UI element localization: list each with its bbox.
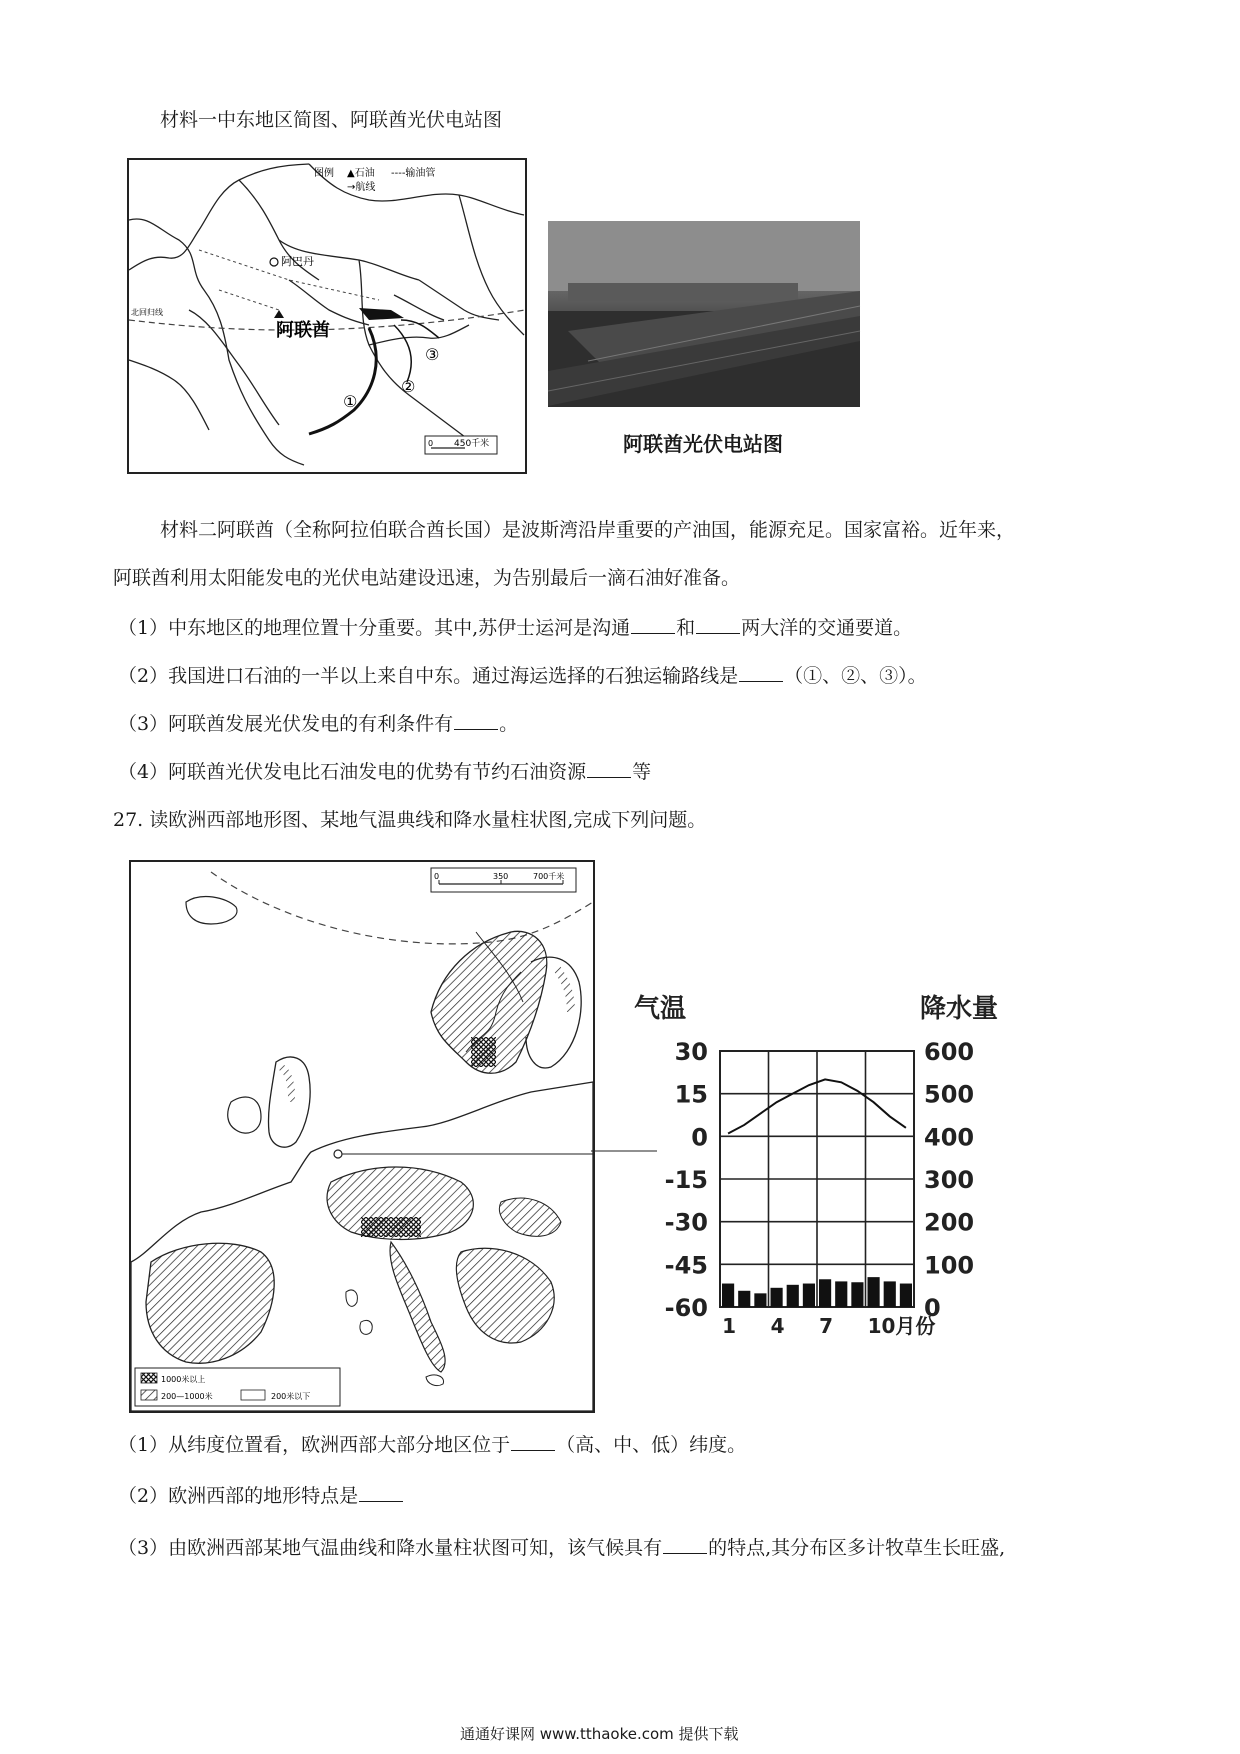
- temp-tick-label: 30: [674, 1038, 708, 1066]
- precip-bar: [771, 1288, 783, 1307]
- route-1-label: ①: [343, 392, 358, 411]
- q27-1-post: （高、中、低）纬度。: [556, 1434, 747, 1456]
- q26-2-post: （①、②、③）。: [784, 665, 927, 687]
- route-3-label: ③: [425, 345, 440, 364]
- q27-1-text: （1）从纬度位置看，欧洲西部大部分地区位于: [118, 1434, 511, 1456]
- q26-1: [118, 615, 912, 640]
- city-label: 阿巴丹: [281, 255, 314, 268]
- q27-3-text: （3）由欧洲西部某地气温曲线和降水量柱状图可知，该气候具有: [118, 1537, 663, 1559]
- precip-tick-label: 600: [924, 1038, 975, 1066]
- legend-title: 图例: [314, 168, 334, 179]
- legend-high: 1000米以上: [161, 1375, 206, 1384]
- material2-line1: 材料二阿联酋（全称阿拉伯联合酋长国）是波斯湾沿岸重要的产油国，能源充足。国家富裕。近年来，: [160, 519, 1016, 541]
- month-tick-label: 7: [819, 1314, 834, 1338]
- climate-chart: [620, 985, 1000, 1338]
- q26-3-text: （3）阿联酋发展光伏发电的有利条件有: [118, 713, 454, 735]
- europe-scale-350: 350: [493, 872, 509, 881]
- middle-east-map: [127, 158, 527, 474]
- route-2-label: ②: [401, 377, 416, 396]
- q27-2-blank[interactable]: [359, 1483, 403, 1502]
- temp-tick-label: -60: [664, 1294, 708, 1322]
- precip-bar: [884, 1281, 896, 1307]
- q27-title: 27. 读欧洲西部地形图、某地气温典线和降水量柱状图,完成下列问题。: [113, 809, 707, 831]
- q27-2-text: （2）欧洲西部的地形特点是: [118, 1485, 359, 1507]
- q26-3-blank[interactable]: [454, 711, 498, 730]
- abadan-marker: [270, 258, 278, 266]
- temp-tick-label: 0: [691, 1123, 708, 1152]
- europe-scale-700: 700千米: [533, 872, 565, 881]
- legend-pipeline: ----输油管: [391, 168, 436, 179]
- month-tick-label: 10月份: [867, 1314, 936, 1338]
- precip-bar: [738, 1291, 750, 1307]
- precip-tick-label: 100: [924, 1251, 975, 1280]
- temp-tick-label: -15: [664, 1166, 708, 1194]
- route-1-line: [309, 328, 376, 434]
- q27-1: [118, 1432, 746, 1457]
- month-tick-label: 1: [722, 1314, 737, 1338]
- europe-map-drawing: [131, 862, 593, 1411]
- country-label: 阿联酋: [276, 320, 330, 341]
- chart-plot: [665, 1038, 974, 1338]
- q26-2-text: （2）我国进口石油的一半以上来自中东。通过海运选择的石独运输路线是: [118, 665, 739, 687]
- q26-1-post: 两大洋的交通要道。: [741, 617, 913, 639]
- q27-3-post: 的特点,其分布区多计牧草生长旺盛,: [708, 1537, 1006, 1559]
- material2-line2: 阿联酋利用太阳能发电的光伏电站建设迅速，为告别最后一滴石油好准备。: [113, 567, 741, 589]
- footer: 通通好课网 www.tthaoke.com 提供下载: [460, 1725, 739, 1743]
- q26-3: [118, 711, 518, 736]
- precip-bar: [835, 1281, 847, 1307]
- tropic-label: 北回归线: [131, 308, 163, 317]
- q27-3-blank[interactable]: [663, 1535, 707, 1554]
- precip-bar: [787, 1285, 799, 1307]
- station-marker: [334, 1150, 342, 1158]
- europe-scale-0: 0: [434, 872, 440, 881]
- alps: [361, 1217, 421, 1237]
- precip-bar: [754, 1293, 766, 1307]
- scale-zero: 0: [428, 439, 434, 448]
- q26-2: [118, 663, 927, 688]
- q26-1-blank-b[interactable]: [696, 615, 740, 634]
- britain: [268, 1057, 310, 1147]
- photo-caption: 阿联酋光伏电站图: [623, 432, 783, 456]
- temp-tick-label: -30: [664, 1208, 708, 1237]
- scale-label: 450千米: [454, 439, 490, 449]
- temp-axis-title: 气温: [634, 994, 687, 1024]
- ireland: [228, 1097, 261, 1133]
- legend-route: →航线: [347, 182, 376, 193]
- precip-bar: [900, 1284, 912, 1307]
- q26-3-post: 。: [499, 713, 519, 735]
- precip-axis-title: 降水量: [920, 994, 999, 1024]
- precip-tick-label: 0: [924, 1294, 941, 1322]
- precip-bar: [722, 1284, 734, 1307]
- iberia: [146, 1243, 274, 1363]
- precip-tick-label: 200: [924, 1208, 975, 1237]
- q26-4-post: 等: [632, 761, 652, 783]
- middle-east-map-drawing: [129, 160, 525, 472]
- q27-1-blank[interactable]: [511, 1432, 555, 1451]
- precip-bar: [819, 1279, 831, 1307]
- material1-title: 材料一中东地区简图、阿联酋光伏电站图: [160, 109, 503, 131]
- precip-bar: [868, 1277, 880, 1307]
- month-tick-label: 4: [770, 1314, 785, 1338]
- legend-oil: ▲石油: [347, 168, 375, 179]
- legend-low: 200米以下: [271, 1392, 311, 1401]
- oil-marker: [274, 310, 284, 318]
- hormuz-strait: [359, 308, 404, 320]
- precip-tick-label: 300: [924, 1166, 975, 1194]
- q26-4-blank[interactable]: [587, 759, 631, 778]
- precip-bar: [803, 1284, 815, 1307]
- q26-1-text: （1）中东地区的地理位置十分重要。其中,苏伊士运河是沟通: [118, 617, 631, 639]
- precip-tick-label: 400: [924, 1123, 975, 1152]
- q26-1-mid: 和: [676, 617, 696, 639]
- q26-2-blank[interactable]: [739, 663, 783, 682]
- balkans: [456, 1248, 554, 1343]
- q27-3: [118, 1535, 1005, 1560]
- precip-bar: [851, 1282, 863, 1307]
- precip-tick-label: 500: [924, 1080, 975, 1109]
- q26-1-blank-a[interactable]: [631, 615, 675, 634]
- q27-2: [118, 1483, 404, 1508]
- solar-plant-drawing: [548, 221, 860, 407]
- temp-tick-label: 15: [674, 1080, 708, 1109]
- route-2-line: [394, 325, 411, 382]
- q26-4: [118, 759, 651, 784]
- carpathians: [499, 1198, 561, 1236]
- solar-plant-photo: [548, 221, 860, 407]
- italy: [390, 1242, 445, 1372]
- legend-mid: 200—1000米: [161, 1392, 213, 1401]
- q26-4-text: （4）阿联酋光伏发电比石油发电的优势有节约石油资源: [118, 761, 587, 783]
- temp-tick-label: -45: [664, 1251, 708, 1280]
- europe-map: [129, 860, 595, 1413]
